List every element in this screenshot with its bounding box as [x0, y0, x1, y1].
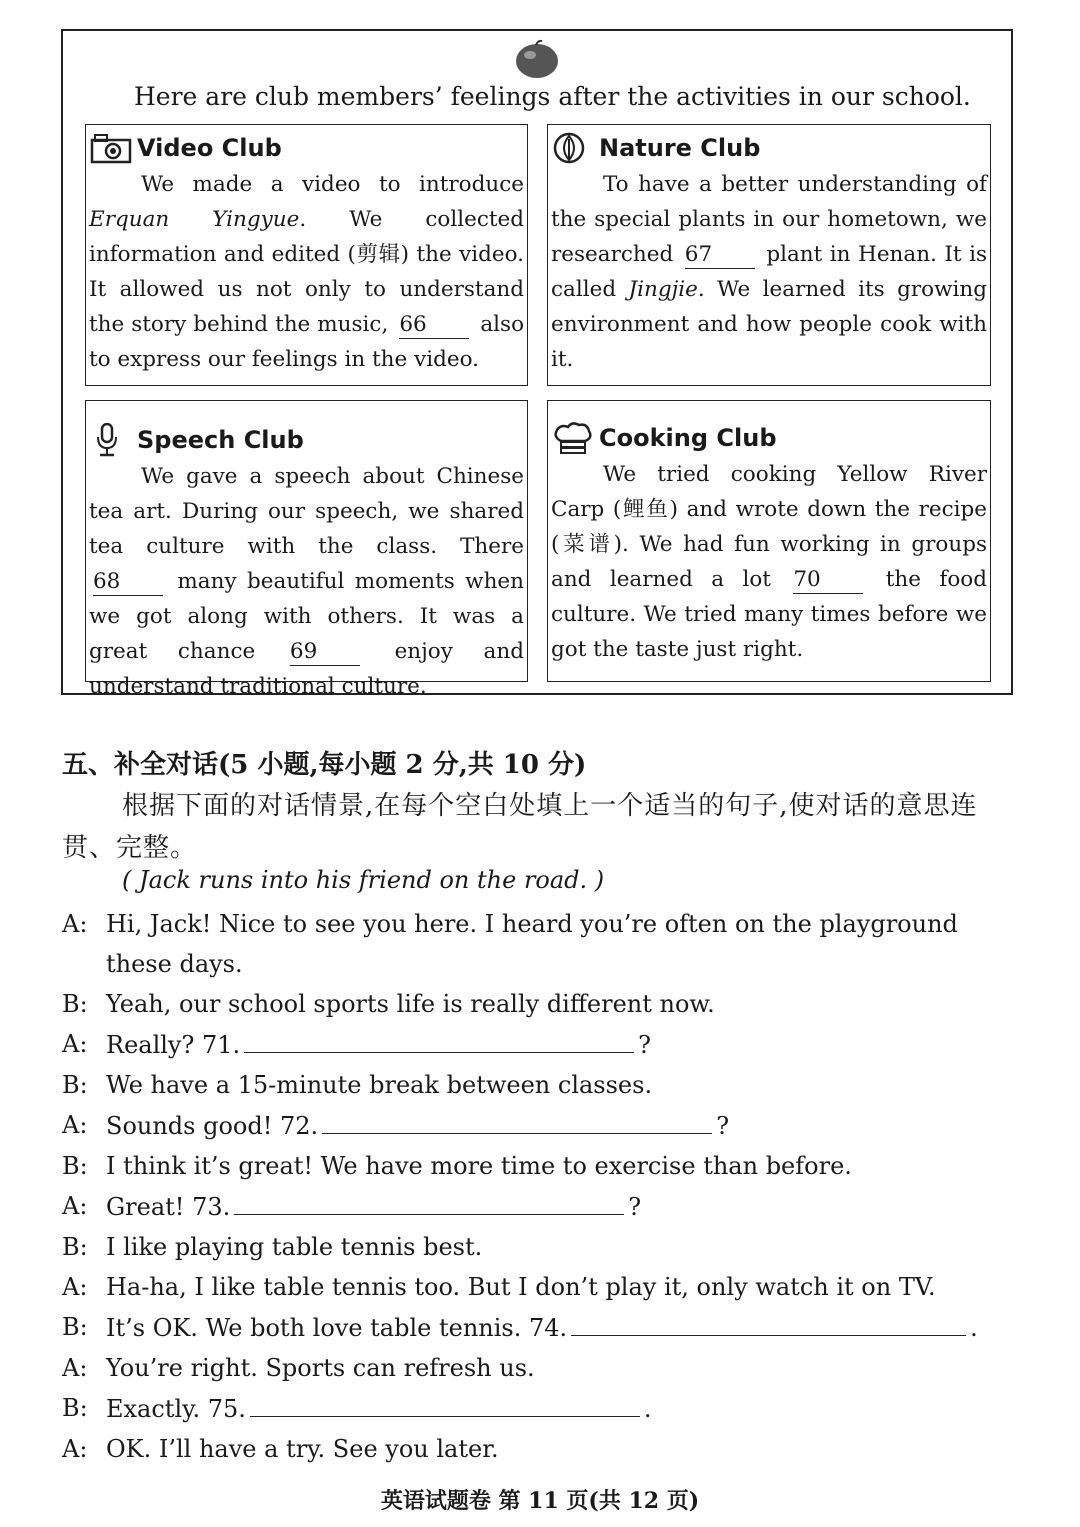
video-p1: We made a video to introduce — [141, 172, 524, 197]
utterance: Sounds good! 72. — [106, 1112, 319, 1140]
speaker-label: B: — [62, 1233, 88, 1261]
dialogue-text — [106, 1267, 1014, 1307]
speaker-label: B: — [62, 1152, 88, 1180]
nature-p1: To have a better understanding of the special plants in our hometown, we researched — [551, 172, 987, 267]
dialogue-text — [106, 1388, 1014, 1429]
cooking-club-card — [547, 400, 991, 682]
end-punctuation: . — [643, 1395, 652, 1423]
speaker-label: A: — [62, 910, 88, 938]
video-club-title: Video Club — [137, 133, 282, 162]
intro-text: Here are club members’ feelings after the activities in our school. — [134, 82, 971, 111]
nature-p2-italic: Jingjie — [628, 277, 698, 302]
answer-blank[interactable] — [250, 1388, 640, 1417]
utterance: We have a 15-minute break between classes. — [106, 1071, 653, 1099]
video-club-card — [85, 124, 528, 386]
blank-66[interactable]: 66 — [399, 312, 469, 339]
video-p3: also to express our feelings in the video. — [89, 312, 525, 372]
speaker-label: A: — [62, 1192, 88, 1220]
dialogue-line — [62, 904, 1014, 984]
answer-blank[interactable] — [571, 1307, 966, 1336]
speaker-label: A: — [62, 1435, 88, 1463]
camera-icon — [89, 131, 133, 165]
dialogue-line — [62, 1024, 1014, 1065]
dialogue-text — [106, 1307, 1014, 1348]
nature-p2: plant in Henan. It is called — [551, 242, 987, 302]
dialogue-text — [106, 984, 1014, 1024]
dialogue-text — [106, 1227, 1014, 1267]
dialogue — [62, 904, 1014, 1469]
dialogue-text — [106, 1105, 1014, 1146]
utterance: Hi, Jack! Nice to see you here. I heard you’re often on the playground these days. — [106, 910, 958, 978]
cooking-club-title: Cooking Club — [599, 423, 777, 452]
dialogue-line — [62, 1146, 1014, 1186]
speech-p1: We gave a speech about Chinese tea art. During our speech, we shared tea culture with the class. There — [89, 464, 524, 559]
nature-club-title: Nature Club — [599, 133, 761, 162]
speaker-label: A: — [62, 1111, 88, 1139]
end-punctuation: ? — [716, 1112, 730, 1140]
speaker-label: B: — [62, 1071, 88, 1099]
cooking-p2: the food culture. We tried many times before we got the taste just right. — [551, 567, 987, 662]
speech-p2: many beautiful moments when we got along with others. It was a great chance — [89, 569, 524, 664]
dialogue-text — [106, 1024, 1014, 1065]
speaker-label: B: — [62, 1313, 88, 1341]
speech-p3: enjoy and understand traditional culture. — [89, 639, 524, 699]
dialogue-line — [62, 1307, 1014, 1348]
cooking-club-text — [551, 457, 987, 667]
dialogue-line — [62, 1348, 1014, 1388]
dialogue-text — [106, 904, 1014, 984]
dialogue-scene: ( Jack runs into his friend on the road. ) — [122, 866, 605, 894]
leaf-icon — [551, 131, 595, 165]
utterance: Exactly. 75. — [106, 1395, 246, 1423]
utterance: Yeah, our school sports life is really different now. — [106, 990, 715, 1018]
dialogue-line — [62, 1227, 1014, 1267]
speaker-label: B: — [62, 990, 88, 1018]
dialogue-text — [106, 1429, 1014, 1469]
speaker-label: A: — [62, 1354, 88, 1382]
utterance: Really? 71. — [106, 1031, 241, 1059]
utterance: OK. I’ll have a try. See you later. — [106, 1435, 499, 1463]
blank-67[interactable]: 67 — [685, 242, 755, 269]
speech-club-text — [89, 459, 524, 704]
blank-69[interactable]: 69 — [290, 639, 360, 666]
dialogue-text — [106, 1186, 1014, 1227]
end-punctuation: ? — [638, 1031, 652, 1059]
utterance: You’re right. Sports can refresh us. — [106, 1354, 535, 1382]
blank-68[interactable]: 68 — [93, 569, 163, 596]
nature-club-card — [547, 124, 991, 386]
answer-blank[interactable] — [244, 1024, 634, 1053]
utterance: I think it’s great! We have more time to exercise than before. — [106, 1152, 852, 1180]
page-footer: 英语试题卷 第 11 页(共 12 页) — [380, 1488, 700, 1514]
dialogue-line — [62, 984, 1014, 1024]
utterance: It’s OK. We both love table tennis. 74. — [106, 1314, 568, 1342]
section-instruction: 根据下面的对话情景,在每个空白处填上一个适当的句子,使对话的意思连贯、完整。 — [62, 791, 978, 863]
dialogue-text — [106, 1065, 1014, 1105]
nature-p3: . We learned its growing environment and how people cook with it. — [551, 277, 987, 372]
utterance: I like playing table tennis best. — [106, 1233, 483, 1261]
speaker-label: B: — [62, 1394, 88, 1422]
end-punctuation: . — [970, 1314, 978, 1342]
answer-blank[interactable] — [322, 1105, 712, 1134]
end-punctuation: ? — [628, 1193, 642, 1221]
video-p1-italic: Erquan Yingyue — [89, 207, 300, 232]
dialogue-line — [62, 1267, 1014, 1307]
answer-blank[interactable] — [234, 1186, 624, 1215]
utterance: Ha-ha, I like table tennis too. But I don’t play it, only watch it on TV. — [106, 1273, 936, 1301]
dialogue-line — [62, 1429, 1014, 1469]
cooking-p1: We tried cooking Yellow River Carp (鲤鱼) and wrote down the recipe (菜谱). We had fun working in groups and learned a lot — [551, 462, 987, 592]
speaker-label: A: — [62, 1030, 88, 1058]
speaker-label: A: — [62, 1273, 88, 1301]
apple-icon — [514, 38, 560, 80]
section-heading: 五、补全对话(5 小题,每小题 2 分,共 10 分) — [62, 750, 587, 780]
speech-club-card — [85, 400, 528, 699]
microphone-icon — [89, 423, 133, 457]
blank-70[interactable]: 70 — [793, 567, 863, 594]
chef-hat-icon — [551, 421, 595, 455]
video-p2: . We collected information and edited (剪辑) the video. It allowed us not only to understand the story behind the music, — [89, 207, 525, 337]
speech-club-title: Speech Club — [137, 425, 304, 454]
dialogue-text — [106, 1348, 1014, 1388]
nature-club-text — [551, 167, 987, 377]
dialogue-line — [62, 1388, 1014, 1429]
dialogue-line — [62, 1186, 1014, 1227]
dialogue-line — [62, 1105, 1014, 1146]
video-club-text — [89, 167, 524, 377]
utterance: Great! 73. — [106, 1193, 231, 1221]
dialogue-line — [62, 1065, 1014, 1105]
dialogue-text — [106, 1146, 1014, 1186]
